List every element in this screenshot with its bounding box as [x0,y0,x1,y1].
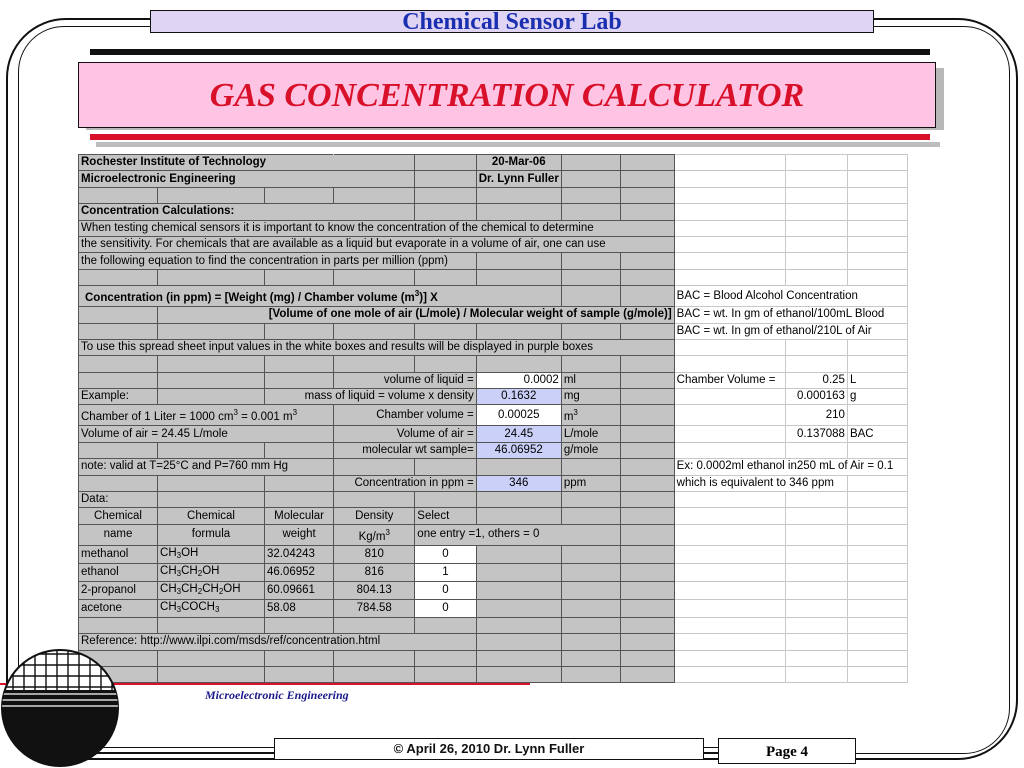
table-row [79,171,908,187]
equation-line-1 [79,286,562,307]
empty-cell [561,563,620,581]
header-density-unit-text: Kg/m [358,530,386,543]
empty-cell [476,599,561,617]
table-row [79,405,908,426]
empty-cell [674,545,786,563]
table-row [79,666,908,682]
table-row [79,187,908,203]
side-chamber-volume-label: Chamber Volume = [674,372,786,388]
table-row [79,617,908,633]
header-chemical-formula: Chemical [158,508,265,524]
table-row [79,286,908,307]
table-row [79,426,908,442]
intro-line-1: When testing chemical sensors it is important to know the concentration of the chemical to determine [79,220,675,236]
header-formula: formula [158,524,265,545]
top-rule [90,49,930,55]
bac-definition-3: BAC = wt. In gm of ethanol/210L of Air [674,323,907,339]
chemical-formula [158,545,265,563]
empty-cell [786,545,848,563]
side-grams-unit: g [847,389,907,405]
volume-liquid-input[interactable]: 0.0002 [476,372,561,388]
volume-liquid-unit: ml [561,372,620,388]
mass-result: 0.1632 [476,389,561,405]
page-title: GAS CONCENTRATION CALCULATOR [78,62,936,128]
chemical-name: ethanol [79,563,158,581]
empty-cell [674,581,786,599]
side-grams-value: 0.000163 [786,389,848,405]
empty-cell [476,545,561,563]
chamber-note-text-a: Chamber of 1 Liter = 1000 cm [81,411,234,424]
page-number: Page 4 [718,738,856,764]
empty-cell [476,563,561,581]
spreadsheet-grid [78,154,908,683]
molecular-weight-unit: g/mole [561,442,620,458]
red-rule-shadow [96,142,940,147]
formula-part: CH [160,546,177,559]
header-select-note: one entry =1, others = 0 [415,524,620,545]
chamber-note [79,405,334,426]
formula-part: CH [181,564,198,577]
table-row [79,356,908,372]
chamber-volume-unit-sup: 3 [573,408,578,418]
empty-cell [786,563,848,581]
equation-text-b: )] X [419,292,438,305]
side-chamber-volume-unit: L [847,372,907,388]
empty-cell [786,581,848,599]
table-row [79,475,908,491]
header-density-unit [334,524,415,545]
table-row [79,459,908,475]
chamber-volume-unit [561,405,620,426]
table-row [79,307,908,323]
equivalent-note: which is equivalent to 346 ppm [674,475,847,491]
red-rule [90,134,930,140]
air-volume-result: 24.45 [476,426,561,442]
empty-cell [561,581,620,599]
mass-label: mass of liquid = volume x density [264,389,476,405]
table-row [79,650,908,666]
chamber-note-sup-2: 3 [292,408,298,418]
table-row [79,524,908,545]
header-chemical: Chemical [79,508,158,524]
formula-part: OH [202,564,220,577]
table-row [79,220,908,236]
example-label: Example: [79,389,158,405]
chemical-formula [158,563,265,581]
side-chamber-volume-value: 0.25 [786,372,848,388]
header-density-unit-sup: 3 [385,527,390,537]
formula-part: CH [181,582,198,595]
air-volume-label: Volume of air = [334,426,477,442]
lab-title: Chemical Sensor Lab [150,10,874,33]
air-note: Volume of air = 24.45 L/mole [79,426,334,442]
empty-cell [620,581,674,599]
header-name: name [79,524,158,545]
school-cell: Rochester Institute of Technology [79,155,334,171]
dept-cell: Microelectronic Engineering [79,171,334,187]
formula-subscript: 3 [176,568,182,578]
table-row [79,253,908,269]
concentration-label: Concentration in ppm = [334,475,477,491]
formula-subscript: 3 [176,550,182,560]
chamber-volume-unit-text: m [563,411,574,424]
logo-dept-label: Microelectronic Engineering [205,688,349,702]
table-row [79,442,908,458]
side-210-value: 210 [786,405,848,426]
empty-cell [476,581,561,599]
empty-cell [620,599,674,617]
molecular-weight: 32.04243 [264,545,333,563]
header-select: Select [415,508,476,524]
reference-line: Reference: http://www.ilpi.com/msds/ref/concentration.html [79,634,477,650]
table-row [79,236,908,252]
select-input[interactable]: 0 [415,581,476,599]
table-row [79,634,908,650]
mass-unit: mg [561,389,620,405]
chemical-name: acetone [79,599,158,617]
bac-definition-1: BAC = Blood Alcohol Concentration [674,286,907,307]
density: 810 [334,545,415,563]
select-input[interactable]: 1 [415,563,476,581]
valid-note: note: valid at T=25°C and P=760 mm Hg [79,459,334,475]
chemical-formula [158,581,265,599]
equation-line-2: [Volume of one mole of air (L/mole) / Molecular weight of sample (g/mole)] [158,307,675,323]
formula-subscript: 2 [197,586,203,596]
formula-part: CH [202,582,219,595]
molecular-weight: 58.08 [264,599,333,617]
air-volume-unit: L/mole [561,426,620,442]
footer-line-mid [704,747,718,753]
chamber-volume-label: Chamber volume = [334,405,477,426]
table-row [79,339,908,355]
table-row [79,508,908,524]
formula-part: OH [223,582,241,595]
chemical-row [79,599,908,617]
chemical-name: 2-propanol [79,581,158,599]
molecular-weight-result: 46.06952 [476,442,561,458]
table-row [79,389,908,405]
empty-cell [847,581,907,599]
formula-subscript: 3 [176,586,182,596]
header-weight: weight [264,524,333,545]
chamber-note-text-b: = 0.001 m [237,411,293,424]
molecular-weight: 60.09661 [264,581,333,599]
table-row [79,372,908,388]
header-density: Density [334,508,415,524]
side-bac-unit: BAC [847,426,907,442]
footer-copyright: © April 26, 2010 Dr. Lynn Fuller [274,738,704,760]
section-heading: Concentration Calculations: [79,204,334,220]
header-molecular: Molecular [264,508,333,524]
empty-cell [561,545,620,563]
density: 804.13 [334,581,415,599]
chemical-row [79,545,908,563]
empty-cell [786,599,848,617]
side-bac-value: 0.137088 [786,426,848,442]
density: 816 [334,563,415,581]
formula-part: COCH [181,600,215,613]
table-row [79,204,908,220]
table-row [79,323,908,339]
formula-part: CH [160,600,177,613]
concentration-result: 346 [476,475,561,491]
empty-cell [674,599,786,617]
concentration-unit: ppm [561,475,620,491]
date-cell: 20-Mar-06 [476,155,561,171]
equation-text-a: Concentration (in ppm) = [Weight (mg) / Chamber volume (m [85,292,415,305]
density: 784.58 [334,599,415,617]
chemical-rows [79,545,908,617]
molecular-weight-label: molecular wt sample= [334,442,477,458]
formula-part: CH [160,564,177,577]
wafer-dark-area [0,690,120,768]
chemical-row [79,563,908,581]
formula-subscript: 2 [218,586,224,596]
formula-subscript: 3 [214,604,220,614]
empty-cell [847,563,907,581]
chemical-formula [158,599,265,617]
select-input[interactable]: 0 [415,599,476,617]
empty-cell [561,599,620,617]
empty-cell [847,545,907,563]
footer-line-left [22,747,276,753]
instructions-line: To use this spread sheet input values in the white boxes and results will be displayed in purple boxes [79,339,675,355]
spreadsheet [78,154,908,684]
data-label: Data: [79,492,158,508]
example-note: Ex: 0.0002ml ethanol in250 mL of Air = 0.1 [674,459,907,475]
equation-superscript: 3 [414,289,420,299]
chemical-row [79,581,908,599]
table-row [79,155,908,171]
formula-subscript: 2 [197,568,203,578]
empty-cell [620,545,674,563]
formula-subscript: 3 [176,604,182,614]
author-cell: Dr. Lynn Fuller [476,171,561,187]
table-row [79,492,908,508]
empty-cell [674,563,786,581]
formula-part: CH [160,582,177,595]
molecular-weight: 46.06952 [264,563,333,581]
table-row [79,269,908,285]
bac-definition-2: BAC = wt. In gm of ethanol/100mL Blood [674,307,907,323]
select-input[interactable]: 0 [415,545,476,563]
empty-cell [620,563,674,581]
empty-cell [847,599,907,617]
chamber-note-sup-1: 3 [233,408,238,418]
intro-line-3: the following equation to find the concentration in parts per million (ppm) [79,253,477,269]
volume-liquid-label: volume of liquid = [334,372,477,388]
formula-part: OH [181,546,199,559]
intro-line-2: the sensitivity. For chemicals that are available as a liquid but evaporate in a volume of air, one can use [79,236,675,252]
chamber-volume-input[interactable]: 0.00025 [476,405,561,426]
chemical-name: methanol [79,545,158,563]
